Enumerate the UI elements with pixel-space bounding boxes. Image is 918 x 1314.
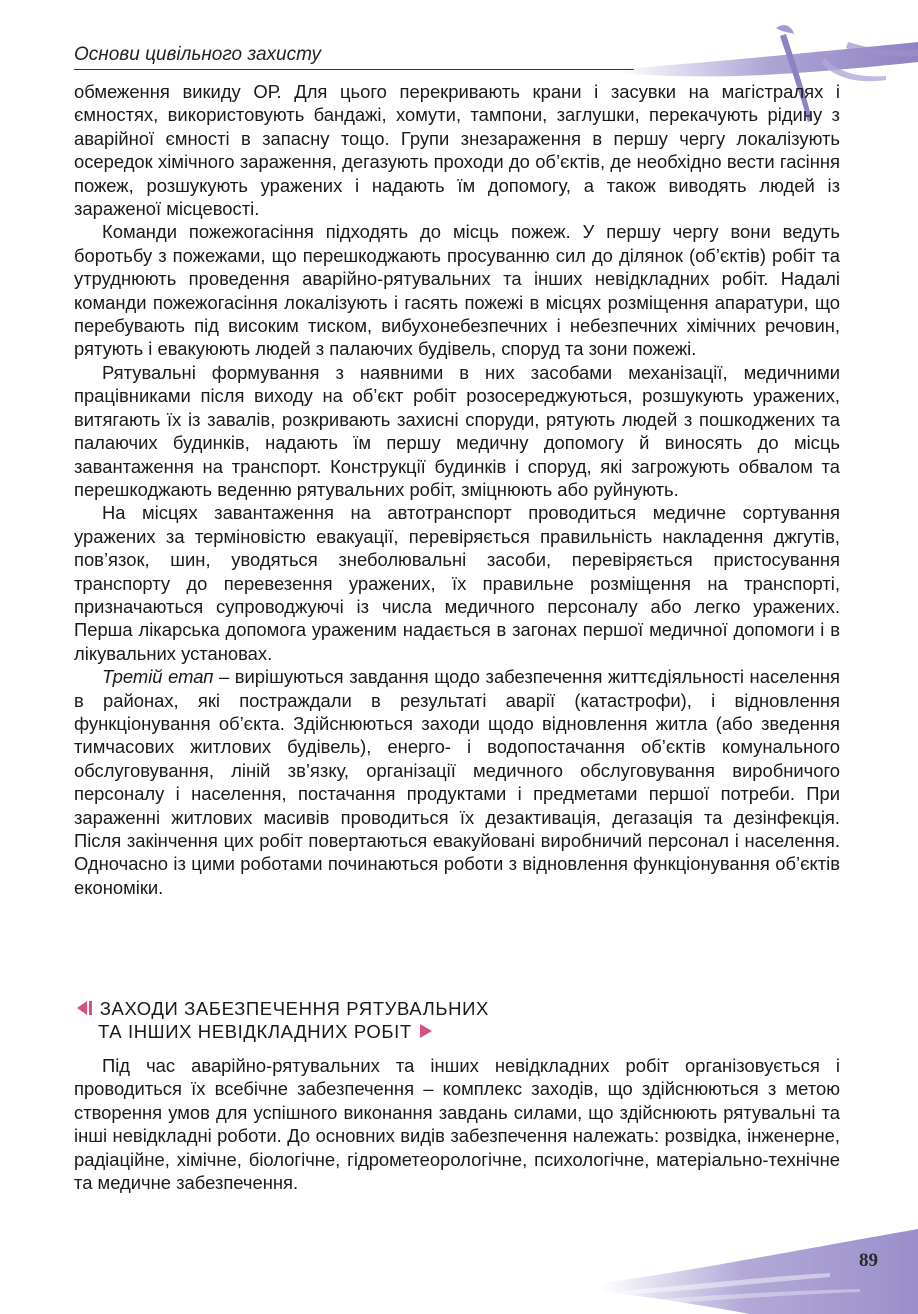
- emphasis-term: Третій етап: [102, 666, 214, 688]
- paragraph-third-stage: [74, 665, 840, 899]
- paragraph: Під час аварійно-рятувальних та інших невідкладних робіт організовується і проводиться їх всебічне забезпечення – комплекс заходів, що здійснюються з метою створення умов для успішного виконання завдань силами, що здійснюють рятувальні та інші невідкладні роботи. До основних видів забезпечення належать: розвідка, інженерне, радіаційне, хімічне, біологічне, гідрометеорологічне, психологічне, матеріально-технічне та медичне забезпечення.: [74, 1055, 840, 1194]
- section-heading-line2: [76, 1020, 489, 1043]
- triangle-left-icon: [76, 1000, 94, 1016]
- header-rule: [74, 69, 634, 70]
- section-heading-text-2: ТА ІНШИХ НЕВІДКЛАДНИХ РОБІТ: [98, 1021, 412, 1042]
- body-text-section: [74, 1054, 840, 1194]
- triangle-right-icon: [418, 1023, 434, 1039]
- page-number: 89: [859, 1250, 878, 1271]
- paragraph: Команди пожежогасіння підходять до місць пожеж. У першу чергу вони ведуть боротьбу з пожежами, що перешкоджають просуванню сил до ділянок (об’єктів) робіт та утруднюють проведення аварійно-рятувальних та інших невідкладних робіт. Надалі команди пожежогасіння локалізують і гасять пожежі в місцях розміщення апаратури, що перебувають під високим тиском, вибухонебезпечних і небезпечних хімічних речовин, рятують і евакуюють людей з палаючих будівель, споруд та зони пожежі.: [74, 221, 840, 360]
- section-heading-text-1: ЗАХОДИ ЗАБЕЗПЕЧЕННЯ РЯТУВАЛЬНИХ: [99, 998, 489, 1019]
- section-heading-line1: [76, 997, 489, 1020]
- body-text-top: [74, 80, 840, 899]
- section-heading: [76, 997, 489, 1043]
- paragraph: Рятувальні формування з наявними в них засобами механізації, медичними працівниками після виходу на об’єкт робіт розосереджуються, розшукують уражених, витягають їх із завалів, розкривають захисні споруди, рятують людей з пошкоджених та палаючих будинків, надають їм першу медичну допомогу й виносять до місць завантаження на транспорт. Конструкції будинків і споруд, які загрожують обвалом та перешкоджають веденню рятувальних робіт, зміцнюють або руйнують.: [74, 361, 840, 500]
- paragraph: обмеження викиду ОР. Для цього перекривають крани і засувки на магістралях і ємностях, використовують бандажі, хомути, тампони, заглушки, перекачують рідину з аварійної ємності в запасну тощо. Групи знезараження в першу чергу локалізують осередок хімічного зараження, дегазують проходи до об’єктів, де необхідно вести гасіння пожеж, розшукують уражених і надають їм допомогу, а також виводять людей із зараженої місцевості.: [74, 81, 840, 220]
- paragraph-rest: – вирішуються завдання щодо забезпечення життєдіяльності населення в районах, які постраждали в результаті аварії (катастрофи), і відновлення функціонування об’єкта. Здійснюються заходи щодо відновлення житла (або зведення тимчасових житлових будівель), енерго- і водопостачання об’єктів комунального обслуговування, ліній зв’язку, організації медичного обслуговування виробничого персоналу і населення, постачання продуктами і предметами першої потреби. При зараженні житлових масивів проводиться їх дезактивація, дегазація та дезінфекція. Після закінчення цих робіт повертаються евакуйовані виробничий персонал і населення. Одночасно із цими роботами починаються роботи з відновлення функціонування об’єктів економіки.: [74, 666, 840, 898]
- running-title: Основи цивільного захисту: [74, 44, 322, 65]
- paragraph: На місцях завантаження на автотранспорт проводиться медичне сортування уражених за терміновістю евакуації, перевіряється правильність накладення джгутів, пов’язок, шин, уводяться знеболювальні засоби, перевіряється пристосування транспорту до перевезення уражених, їх правильне розміщення на транспорті, призначаються супроводжуючі із числа медичного персоналу або легко уражених. Перша лікарська допомога ураженим надається в загонах першої медичної допомоги і в лікувальних установах.: [74, 502, 840, 664]
